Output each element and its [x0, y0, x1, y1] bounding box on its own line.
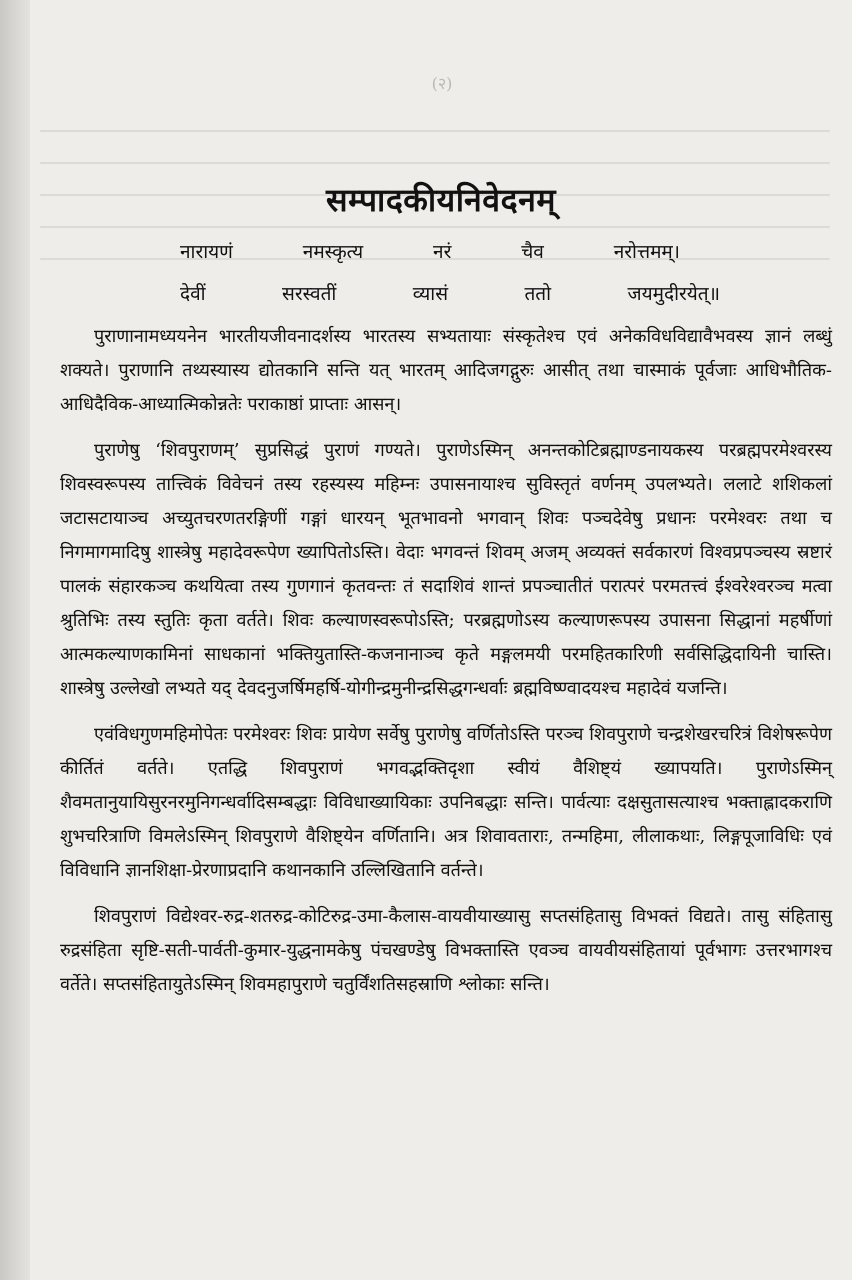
- paragraph-3: एवंविधगुणमहिमोपेतः परमेश्वरः शिवः प्रायेण सर्वेषु पुराणेषु वर्णितोऽस्ति परञ्च शिवपुराणे चन्द्रशेखरचरित्रं विशेषरूपेण कीर्तितं वर्तते। एतद्धि शिवपुराणं भगवद्भक्तिदृशा स्वीयं वैशिष्ट्यं ख्यापयति। पुराणेऽस्मिन् शैवमतानुयायिसुरनरमुनिगन्धर्वादिसम्बद्धाः विविधाख्यायिकाः उपनिबद्धाः सन्ति। पार्वत्याः दक्षसुतासत्याश्च भक्ताह्लादकराणि शुभचरित्राणि विमलेऽस्मिन् शिवपुराणे वैशिष्ट्येन वर्णितानि। अत्र शिवावताराः, तन्महिमा, लीलाकथाः, लिङ्गपूजाविधिः एवं विविधानि ज्ञानशिक्षा-प्रेरणाप्रदानि कथानकानि उल्लिखितानि वर्तन्ते।: [60, 724, 832, 881]
- bleed-through-line: [40, 130, 830, 132]
- invocation-verse-line-2: देवीं सरस्वतीं व्यासं ततो जयमुदीरयेत्॥: [180, 283, 720, 305]
- paragraph-4: शिवपुराणं विद्येश्वर-रुद्र-शतरुद्र-कोटिरुद्र-उमा-कैलास-वायवीयाख्यासु सप्तसंहितासु विभक्तं विद्यते। तासु संहितासु रुद्रसंहिता सृष्टि-सती-पार्वती-कुमार-युद्धनामकेषु पंचखण्डेषु विभक्तास्ति एवञ्च वायवीयसंहितायां पूर्वभागः उत्तरभागश्च वर्तेते। सप्तसंहितायुतेऽस्मिन् शिवमहापुराणे चतुर्विंशतिसहस्राणि श्लोकाः सन्ति।: [60, 906, 832, 995]
- document-page: [30, 0, 852, 1280]
- bleed-through-line: [40, 226, 830, 228]
- page-title: सम्पादकीयनिवेदनम्: [326, 181, 556, 219]
- body-text: [60, 320, 832, 1014]
- paragraph-1: पुराणानामध्ययनेन भारतीयजीवनादर्शस्य भारतस्य सभ्यतायाः संस्कृतेश्च एवं अनेकविधविद्यावैभवस्य ज्ञानं लब्धुं शक्यते। पुराणानि तथ्यस्यास्य द्योतकानि सन्ति यत् भारतम् आदिजगद्गुरुः आसीत् तथा चास्माकं पूर्वजाः आधिभौतिक-आधिदैविक-आध्यात्मिकोन्नतेः पराकाष्ठां प्राप्ताः आसन्।: [60, 326, 832, 415]
- paragraph-2: पुराणेषु ‘शिवपुराणम्’ सुप्रसिद्धं पुराणं गण्यते। पुराणेऽस्मिन् अनन्तकोटिब्रह्माण्डनायकस्य परब्रह्मपरमेश्वरस्य शिवस्वरूपस्य तात्त्विकं विवेचनं तस्य रहस्यस्य महिम्नः उपासनायाश्च सुविस्तृतं वर्णनम् उपलभ्यते। ललाटे शशिकलां जटासटायाञ्च अच्युतचरणतरङ्गिणीं गङ्गां धारयन् भूतभावनो भगवान् शिवः पञ्चदेवेषु प्रधानः परमेश्वरः तथा च निगमागमादिषु शास्त्रेषु महादेवरूपेण ख्यापितोऽस्ति। वेदाः भगवन्तं शिवम् अजम् अव्यक्तं सर्वकारणं विश्वप्रपञ्चस्य स्रष्टारं पालकं संहारकञ्च कथयित्वा तस्य गुणगानं कृतवन्तः तं सदाशिवं शान्तं प्रपञ्चातीतं परात्परं परमतत्त्वं ईश्वरेश्वरञ्च मत्वा श्रुतिभिः तस्य स्तुतिः कृता वर्तते। शिवः कल्याणस्वरूपोऽस्ति; परब्रह्मणोऽस्य कल्याणरूपस्य उपासना सिद्धानां महर्षीणां आत्मकल्याणकामिनां साधकानां भक्तियुतास्ति-कजनानाञ्च कृते मङ्गलमयी परमहितकारिणी सर्वसिद्धिदायिनी चास्ति। शास्त्रेषु उल्लेखो लभ्यते यद् देवदनुजर्षिमहर्षि-योगीन्द्रमुनीन्द्रसिद्धगन्धर्वाः ब्रह्मविष्ण्वादयश्च महादेवं यजन्ति।: [60, 440, 832, 699]
- invocation-verse-line-1: नारायणं नमस्कृत्य नरं चैव नरोत्तमम्।: [180, 241, 680, 263]
- bleed-through-line: [40, 162, 830, 164]
- page-number: (२): [431, 74, 453, 93]
